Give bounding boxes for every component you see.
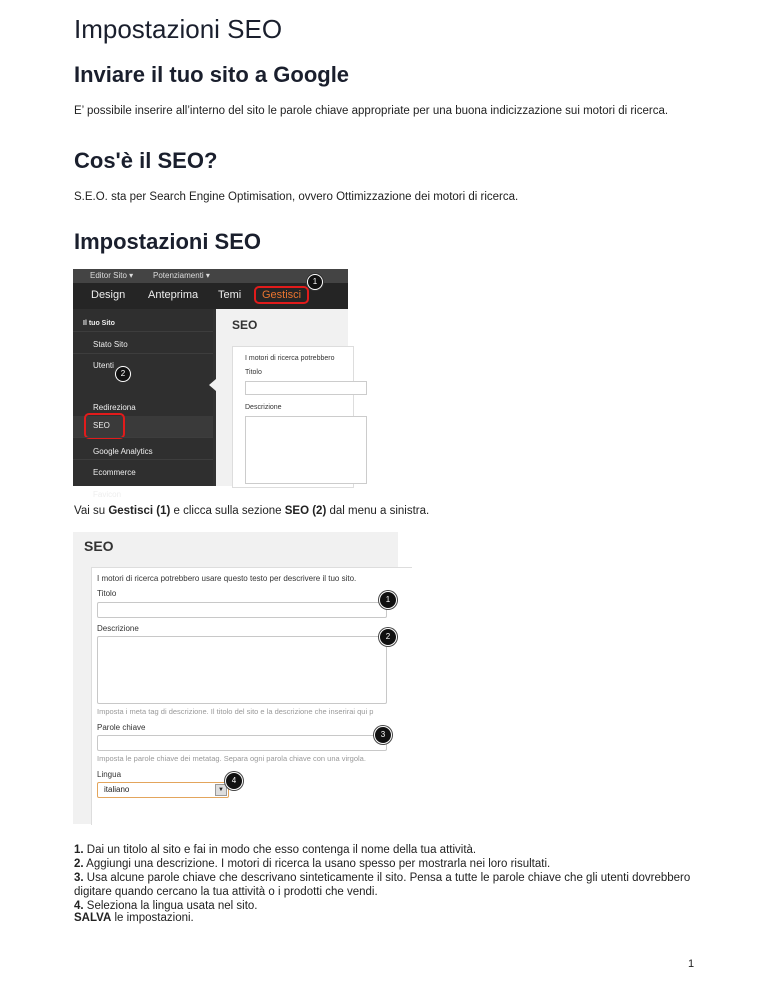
- form-label-descrizione: Descrizione: [97, 624, 139, 633]
- potenziamenti-menu[interactable]: Potenziamenti ▾: [153, 271, 210, 280]
- heading-inviare: Inviare il tuo sito a Google: [74, 62, 350, 87]
- chevron-down-icon[interactable]: ▼: [215, 784, 227, 796]
- form-marker-1: 1: [379, 591, 397, 609]
- editor-sito-menu[interactable]: Editor Sito ▾: [90, 271, 134, 280]
- screenshot-manage-menu: [73, 269, 348, 499]
- panel-title: SEO: [232, 318, 258, 332]
- nav-anteprima[interactable]: Anteprima: [148, 289, 199, 301]
- form-label-parole-chiave: Parole chiave: [97, 723, 146, 732]
- form-label-lingua: Lingua: [97, 770, 122, 779]
- description-input[interactable]: [245, 416, 367, 484]
- seo-panel: [216, 309, 348, 486]
- screenshot-seo-form: [73, 532, 398, 824]
- title-input[interactable]: [245, 381, 367, 395]
- seo-highlight: [84, 413, 125, 439]
- panel-card: [232, 346, 354, 488]
- sidebar-item-utenti[interactable]: Utenti: [93, 361, 114, 370]
- form-title-input[interactable]: [97, 602, 387, 618]
- form-hint-keywords: Imposta le parole chiave dei metatag. Separa ogni parola chiave con una virgola.: [97, 754, 366, 763]
- form-marker-4: 4: [225, 772, 243, 790]
- sidebar-item-favicon[interactable]: Favicon: [93, 490, 122, 499]
- nav-gestisci[interactable]: Gestisci: [254, 286, 309, 304]
- page-title: Impostazioni SEO: [74, 14, 283, 44]
- seo-definition: S.E.O. sta per Search Engine Optimisation, ovvero Ottimizzazione dei motori di ricerca.: [74, 191, 519, 203]
- step-4: 4. Seleziona la lingua usata nel sito.: [74, 900, 258, 912]
- intro-paragraph: E’ possibile inserire all’interno del sito le parole chiave appropriate per una buona indicizzazione sui motori di ricerca.: [74, 105, 669, 117]
- sidebar-item-stato-sito[interactable]: Stato Sito: [93, 340, 128, 349]
- heading-impostazioni-seo: Impostazioni SEO: [74, 229, 262, 254]
- label-descrizione: Descrizione: [245, 404, 282, 411]
- sidebar-item-google-analytics[interactable]: Google Analytics: [93, 447, 153, 456]
- seo-form-title: SEO: [84, 538, 114, 554]
- language-select[interactable]: [97, 782, 229, 798]
- form-marker-2: 2: [379, 628, 397, 646]
- nav-design[interactable]: Design: [91, 289, 126, 301]
- main-nav: [73, 283, 348, 309]
- marker-1: 1: [307, 274, 323, 290]
- language-select-value: italiano: [104, 785, 130, 794]
- panel-intro: I motori di ricerca potrebbero: [245, 355, 335, 362]
- sidebar-title: Il tuo Sito: [83, 320, 115, 327]
- nav-temi[interactable]: Temi: [218, 289, 242, 301]
- form-hint-description: Imposta i meta tag di descrizione. Il titolo del sito e la descrizione che inserirai qui p: [97, 707, 374, 716]
- sidebar-item-seo[interactable]: SEO: [93, 421, 110, 430]
- form-keywords-input[interactable]: [97, 735, 387, 751]
- step-3: 3. Usa alcune parole chiave che descrivano sinteticamente il sito. Pensa a tutte le parole chiave che gli utenti dovrebbero digitare quando cercano la tua attività o i prodotti che vendi.: [74, 872, 691, 898]
- form-marker-3: 3: [374, 726, 392, 744]
- save-instruction: SALVA le impostazioni.: [74, 912, 194, 924]
- form-label-titolo: Titolo: [97, 589, 117, 598]
- page-number: 1: [688, 958, 695, 970]
- step-1: 1. Dai un titolo al sito e fai in modo che esso contenga il nome della tua attività.: [74, 844, 477, 856]
- caption-1: Vai su Gestisci (1) e clicca sulla sezione SEO (2) dal menu a sinistra.: [74, 505, 430, 517]
- sidebar-item-ecommerce[interactable]: Ecommerce: [93, 468, 136, 477]
- label-titolo: Titolo: [245, 369, 262, 376]
- sidebar: [73, 309, 213, 499]
- heading-cos-e-seo: Cos'è il SEO?: [74, 148, 218, 173]
- selection-arrow: [209, 379, 216, 391]
- form-intro: I motori di ricerca potrebbero usare questo testo per descrivere il tuo sito.: [97, 574, 357, 583]
- marker-2: 2: [115, 366, 131, 382]
- step-2: 2. Aggiungi una descrizione. I motori di ricerca la usano spesso per mostrarla nei loro risultati.: [74, 858, 551, 870]
- steps-list: [74, 843, 714, 913]
- sidebar-item-redireziona[interactable]: Redireziona: [93, 403, 136, 412]
- form-description-input[interactable]: [97, 636, 387, 704]
